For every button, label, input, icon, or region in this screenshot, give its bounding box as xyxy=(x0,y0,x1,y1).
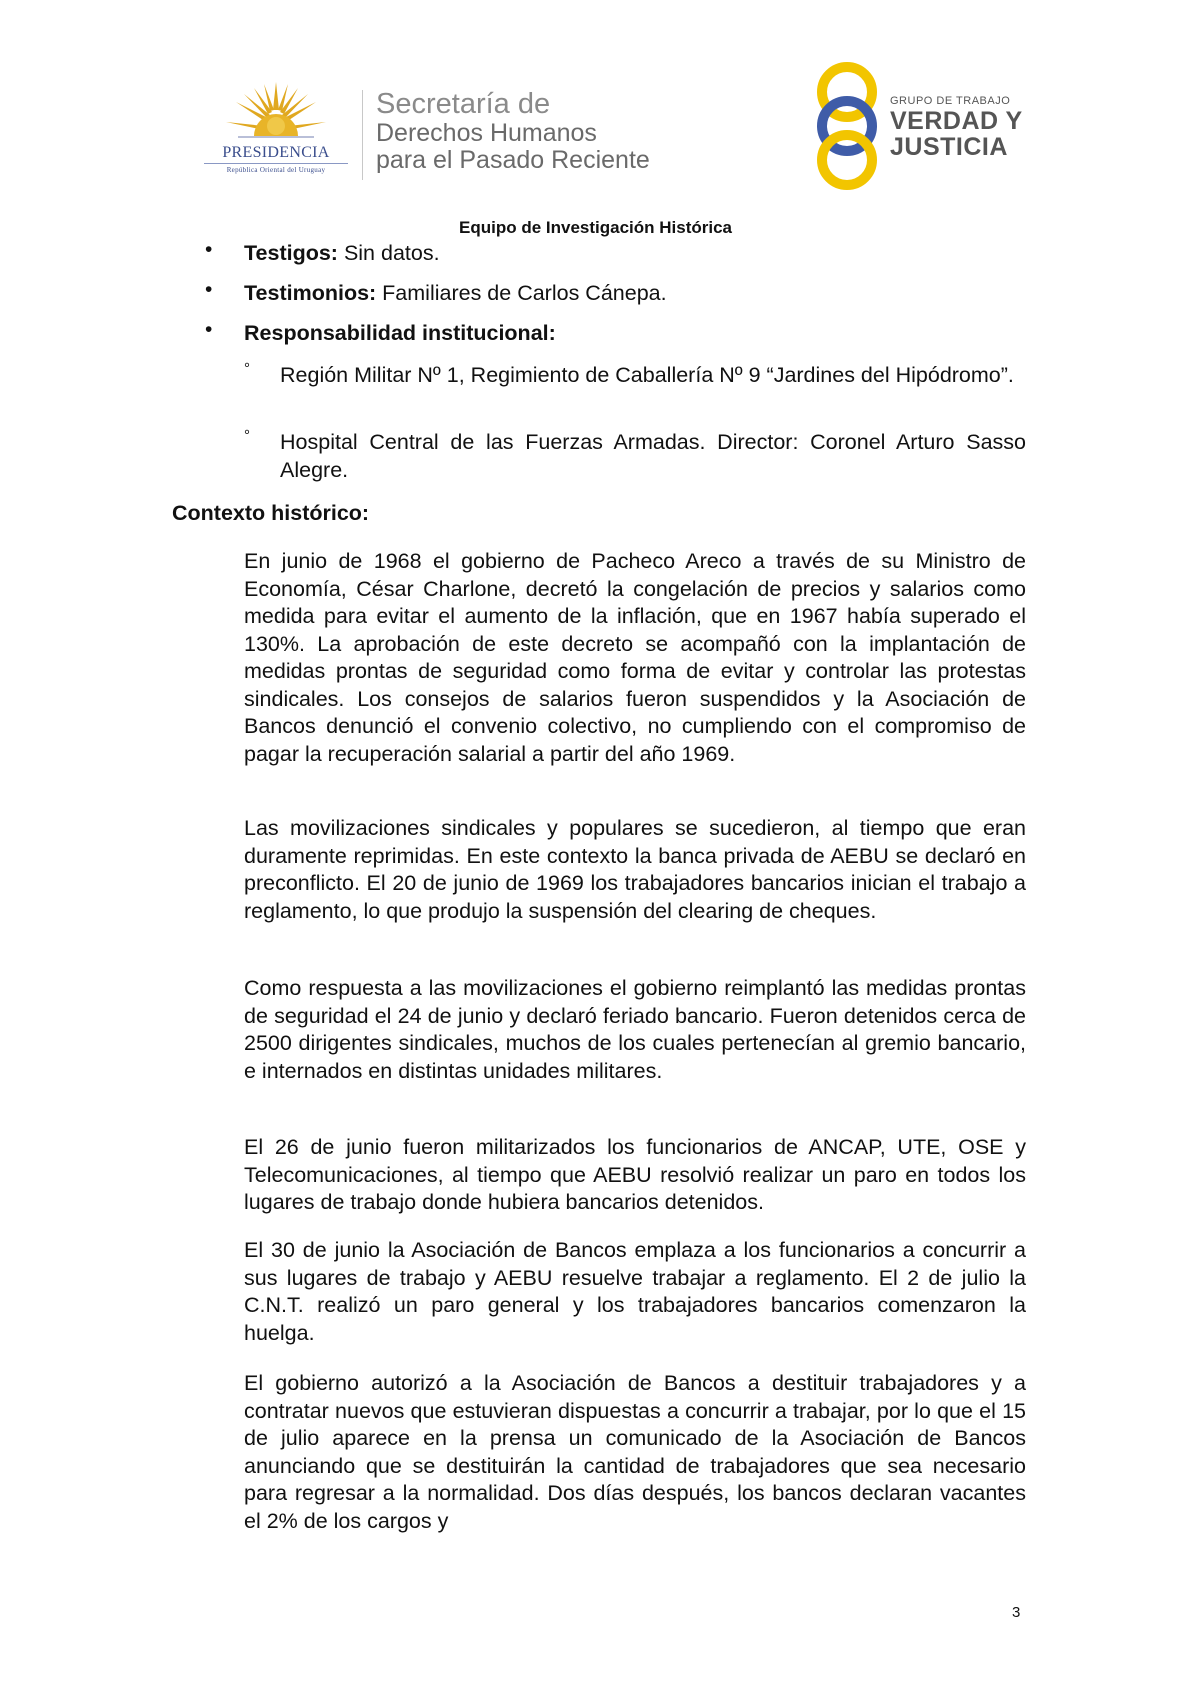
bullet-text: Familiares de Carlos Cánepa. xyxy=(376,281,667,305)
bullet-icon: • xyxy=(205,278,213,301)
bullet-icon: • xyxy=(205,238,213,261)
header-divider xyxy=(362,90,363,180)
paragraph: Las movilizaciones sindicales y populares se sucedieron, al tiempo que eran duramente reprimidas. En este contexto la banca privada de AEBU se declaró en preconflicto. El 20 de junio de 1969 los trabajadores bancarios inician el trabajo a reglamento, lo que produjo la suspensión del clearing de cheques. xyxy=(244,816,1026,923)
subitem-text: Hospital Central de las Fuerzas Armadas. Director: Coronel Arturo Sasso Alegre. xyxy=(280,430,1026,482)
presidencia-logo xyxy=(196,80,356,180)
secretaria-line3: para el Pasado Reciente xyxy=(376,146,650,174)
gvj-title-line1: VERDAD Y xyxy=(890,107,1023,135)
paragraph: El gobierno autorizó a la Asociación de Bancos a destituir trabajadores y a contratar nuevos que estuvieran dispuestas a concurrir a trabajar, por lo que el 15 de julio aparece en la prensa un comunicado de la Asociación de Bancos anunciando que se destituirán la cantidad de trabajadores que sea necesario para regresar a la normalidad. Dos días después, los bancos declaran vacantes el 2% de los cargos y xyxy=(244,1371,1026,1533)
bullet-text: Sin datos. xyxy=(337,241,440,265)
secretaria-line1: Secretaría de xyxy=(376,88,551,120)
team-heading: Equipo de Investigación Histórica xyxy=(459,218,732,237)
paragraph: Como respuesta a las movilizaciones el gobierno reimplantó las medidas prontas de seguridad el 24 de junio y declaró feriado bancario. Fueron detenidos cerca de 2500 dirigentes sindicales, muchos de los cuales pertenecían al gremio bancario, e internados en distintas unidades militares. xyxy=(244,976,1026,1083)
section-title: Contexto histórico: xyxy=(172,501,370,525)
page-number: 3 xyxy=(1012,1604,1021,1621)
bullet-label: Responsabilidad institucional: xyxy=(244,321,556,345)
bullet-witnesses xyxy=(244,240,1024,268)
paragraph: El 26 de junio fueron militarizados los funcionarios de ANCAP, UTE, OSE y Telecomunicaciones, al tiempo que AEBU resolvió realizar un paro en todos los lugares de trabajo donde hubiera bancarios detenidos. xyxy=(244,1135,1026,1214)
bullet-institutional-responsibility xyxy=(244,320,1024,348)
bullet-label: Testigos: xyxy=(244,241,338,265)
paragraph: El 30 de junio la Asociación de Bancos emplaza a los funcionarios a concurrir a sus lugares de trabajo y AEBU resuelve trabajar a reglamento. El 2 de julio la C.N.T. realizó un paro general y los trabajadores bancarios comenzaron la huelga. xyxy=(244,1238,1026,1345)
bullet-icon: • xyxy=(205,318,213,341)
secretaria-logotype xyxy=(376,88,650,174)
interlocking-rings-icon xyxy=(812,62,882,190)
presidencia-name: PRESIDENCIA xyxy=(222,144,330,161)
subitem-marker-icon: ° xyxy=(244,360,250,377)
subitem-marker-icon: ° xyxy=(244,427,250,444)
presidencia-divider xyxy=(204,163,348,164)
gvj-title-line2: JUSTICIA xyxy=(890,133,1008,161)
bullet-testimonies xyxy=(244,280,1024,308)
bullet-label: Testimonios: xyxy=(244,281,377,305)
presidencia-subtitle: República Oriental del Uruguay xyxy=(226,166,326,174)
verdad-justicia-logo xyxy=(812,62,1023,190)
secretaria-line2: Derechos Humanos xyxy=(376,119,597,147)
gvj-subtitle: GRUPO DE TRABAJO xyxy=(890,95,1011,107)
paragraph: En junio de 1968 el gobierno de Pacheco Areco a través de su Ministro de Economía, César Charlone, decretó la congelación de precios y salarios como medida para evitar el aumento de la inflación, que en 1967 había superado el 130%. La aprobación de este decreto se acompañó con la implantación de medidas prontas de seguridad como forma de evitar y controlar las protestas sindicales. Los consejos de salarios fueron suspendidos y la Asociación de Bancos denunció el convenio colectivo, no cumpliendo con el compromiso de pagar la recuperación salarial a partir del año 1969. xyxy=(244,549,1026,766)
sun-emblem-icon xyxy=(224,80,328,142)
subitem-text: Región Militar Nº 1, Regimiento de Caballería Nº 9 “Jardines del Hipódromo”. xyxy=(280,363,1014,387)
